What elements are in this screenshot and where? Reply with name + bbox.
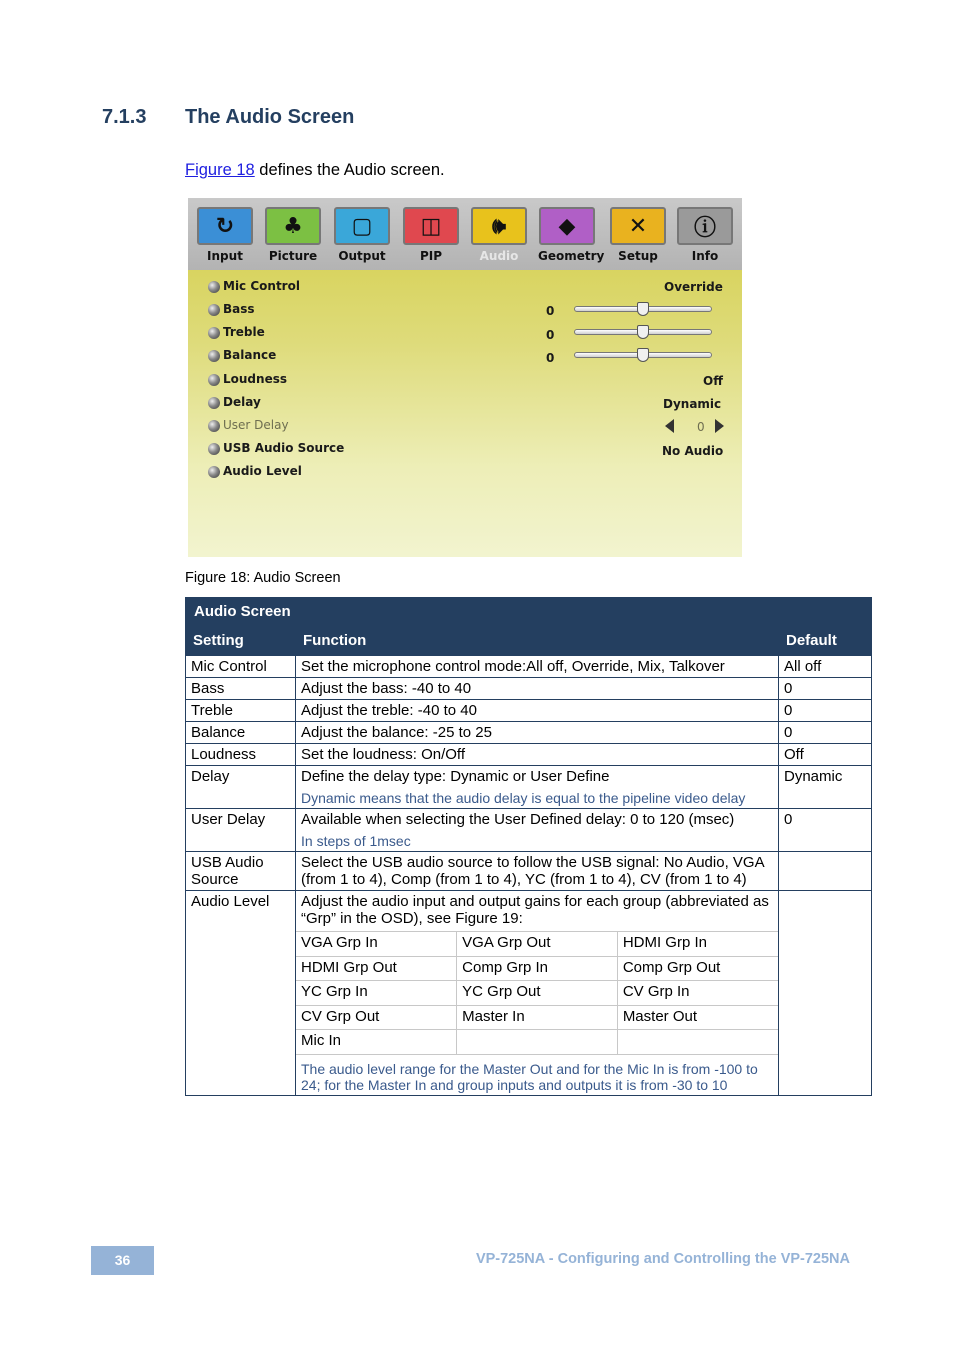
default-cell: 0: [779, 678, 872, 700]
osd-tab-label: Picture: [268, 249, 318, 263]
osd-value-loudness: Off: [703, 374, 723, 388]
footer-title: VP-725NA - Configuring and Controlling the VP-725NA: [475, 1251, 850, 1267]
setting-cell: Delay: [186, 766, 296, 809]
grid-cell: VGA Grp In: [296, 932, 457, 957]
osd-tab-audio[interactable]: [470, 207, 528, 263]
speaker-icon: 🕪: [471, 207, 527, 245]
table-row: [186, 744, 872, 766]
slider-knob[interactable]: [637, 348, 649, 362]
osd-value-user-delay: 0: [697, 420, 705, 434]
osd-tab-picture[interactable]: [264, 207, 322, 263]
osd-tab-setup[interactable]: [609, 207, 667, 263]
function-cell: Adjust the bass: -40 to 40: [296, 678, 779, 700]
setting-cell: Audio Level: [186, 891, 296, 1096]
balance-slider[interactable]: [574, 352, 712, 358]
slider-knob[interactable]: [637, 302, 649, 316]
setting-cell: User Delay: [186, 809, 296, 852]
output-icon: ▢: [334, 207, 390, 245]
section-title: The Audio Screen: [185, 106, 355, 128]
grid-cell: [617, 1030, 778, 1055]
osd-tab-info[interactable]: [676, 207, 734, 263]
bullet-icon: [208, 443, 220, 455]
header-setting: Setting: [186, 627, 296, 656]
input-icon: ↻: [197, 207, 253, 245]
grid-cell: HDMI Grp Out: [296, 956, 457, 981]
slider-knob[interactable]: [637, 325, 649, 339]
default-cell: Off: [779, 744, 872, 766]
table-row: [186, 852, 872, 891]
picture-icon: ♣: [265, 207, 321, 245]
grid-cell: CV Grp Out: [296, 1005, 457, 1030]
bullet-icon: [208, 466, 220, 478]
default-cell: Dynamic: [779, 766, 872, 809]
grid-cell: [457, 1030, 618, 1055]
grid-cell: YC Grp In: [296, 981, 457, 1006]
table-row: [186, 700, 872, 722]
info-icon: ⓘ: [677, 207, 733, 245]
section-number: 7.1.3: [102, 106, 147, 128]
osd-tab-label: Info: [691, 249, 719, 263]
function-cell: Select the USB audio source to follow the USB signal: No Audio, VGA (from 1 to 4), Comp (from 1 to 4), YC (from 1 to 4), CV (from 1 to 4): [296, 852, 779, 891]
setting-cell: Loudness: [186, 744, 296, 766]
function-cell: Adjust the balance: -25 to 25: [296, 722, 779, 744]
default-cell: 0: [779, 809, 872, 852]
grid-cell: Comp Grp Out: [617, 956, 778, 981]
arrow-left-icon[interactable]: [665, 419, 674, 433]
osd-tab-label: Input: [207, 249, 243, 263]
setting-cell: Treble: [186, 700, 296, 722]
grid-cell: Comp Grp In: [457, 956, 618, 981]
setting-cell: Bass: [186, 678, 296, 700]
header-function: Function: [296, 627, 779, 656]
function-cell: Adjust the treble: -40 to 40: [296, 700, 779, 722]
osd-value-bass: 0: [546, 304, 555, 318]
setting-cell: USB Audio Source: [186, 852, 296, 891]
bullet-icon: [208, 281, 220, 293]
section-heading: [102, 106, 354, 129]
bullet-icon: [208, 420, 220, 432]
grid-cell: Master Out: [617, 1005, 778, 1030]
bullet-icon: [208, 327, 220, 339]
default-cell: [779, 891, 872, 1096]
bullet-icon: [208, 397, 220, 409]
table-row: [186, 678, 872, 700]
grid-cell: Master In: [457, 1005, 618, 1030]
osd-tab-label: Audio: [479, 249, 519, 263]
function-text: Available when selecting the User Defined delay: 0 to 120 (msec): [301, 811, 735, 828]
table-title: Audio Screen: [186, 598, 872, 627]
osd-tab-input[interactable]: [196, 207, 254, 263]
default-cell: All off: [779, 656, 872, 678]
audio-group-grid: [296, 931, 778, 1054]
osd-tab-label: Geometry: [538, 249, 605, 263]
osd-tab-label: PIP: [419, 249, 443, 263]
intro-paragraph: [185, 161, 445, 180]
figure-18-link[interactable]: Figure 18: [185, 161, 255, 179]
function-text: Adjust the audio input and output gains for each group (abbreviated as “Grp” in the OSD), see Figure 19:: [301, 893, 769, 927]
intro-text: defines the Audio screen.: [254, 161, 445, 179]
grid-cell: CV Grp In: [617, 981, 778, 1006]
pip-icon: ◫: [403, 207, 459, 245]
treble-slider[interactable]: [574, 329, 712, 335]
osd-tab-bar: [188, 198, 742, 270]
function-note: Dynamic means that the audio delay is equal to the pipeline video delay: [301, 790, 746, 806]
grid-cell: YC Grp Out: [457, 981, 618, 1006]
osd-value-delay: Dynamic: [663, 397, 722, 411]
osd-tab-pip[interactable]: [402, 207, 460, 263]
default-cell: 0: [779, 722, 872, 744]
audio-osd-screenshot: ↻ Input ♣ Picture ▢ Output ◫ PIP 🕪 Audio ◆ Geometry ✕ Setup ⓘ Info Mic Control Override Bass 0 Treble 0 Balance 0 Loudness Off Delay Dynamic User Delay 0 USB Audio Source No Audio Audio Level: [188, 198, 742, 557]
default-cell: [779, 852, 872, 891]
osd-value-treble: 0: [546, 328, 555, 342]
function-text: Define the delay type: Dynamic or User Define: [301, 768, 610, 785]
page-number: 36: [91, 1246, 154, 1275]
table-row: [186, 656, 872, 678]
function-cell: Set the loudness: On/Off: [296, 744, 779, 766]
function-cell: [296, 891, 779, 1096]
osd-tab-label: Output: [338, 249, 386, 263]
audio-screen-table: [185, 597, 872, 1096]
function-cell: [296, 809, 779, 852]
bullet-icon: [208, 374, 220, 386]
arrow-right-icon[interactable]: [715, 419, 724, 433]
bullet-icon: [208, 304, 220, 316]
tools-icon: ✕: [610, 207, 666, 245]
default-cell: 0: [779, 700, 872, 722]
osd-tab-output[interactable]: [333, 207, 391, 263]
function-cell: Set the microphone control mode:All off, Override, Mix, Talkover: [296, 656, 779, 678]
function-note: In steps of 1msec: [301, 833, 411, 849]
geometry-icon: ◆: [539, 207, 595, 245]
osd-value-balance: 0: [546, 351, 555, 365]
grid-cell: Mic In: [296, 1030, 457, 1055]
grid-cell: VGA Grp Out: [457, 932, 618, 957]
table-row: [186, 809, 872, 852]
table-row: [186, 722, 872, 744]
header-default: Default: [779, 627, 872, 656]
bass-slider[interactable]: [574, 306, 712, 312]
osd-tab-label: Setup: [618, 249, 658, 263]
osd-value-usb-audio-source: No Audio: [662, 444, 724, 458]
setting-cell: Balance: [186, 722, 296, 744]
table-row: [186, 766, 872, 809]
function-cell: [296, 766, 779, 809]
setting-cell: Mic Control: [186, 656, 296, 678]
osd-value-mic-control: Override: [664, 280, 723, 294]
bullet-icon: [208, 350, 220, 362]
figure-caption: Figure 18: Audio Screen: [185, 570, 341, 586]
grid-cell: HDMI Grp In: [617, 932, 778, 957]
function-note: The audio level range for the Master Out and for the Mic In is from -100 to 24; for the Master In and group inputs and outputs it is from -30 to 10: [296, 1054, 778, 1095]
osd-tab-geometry[interactable]: [538, 207, 605, 263]
table-row: [186, 891, 872, 1096]
